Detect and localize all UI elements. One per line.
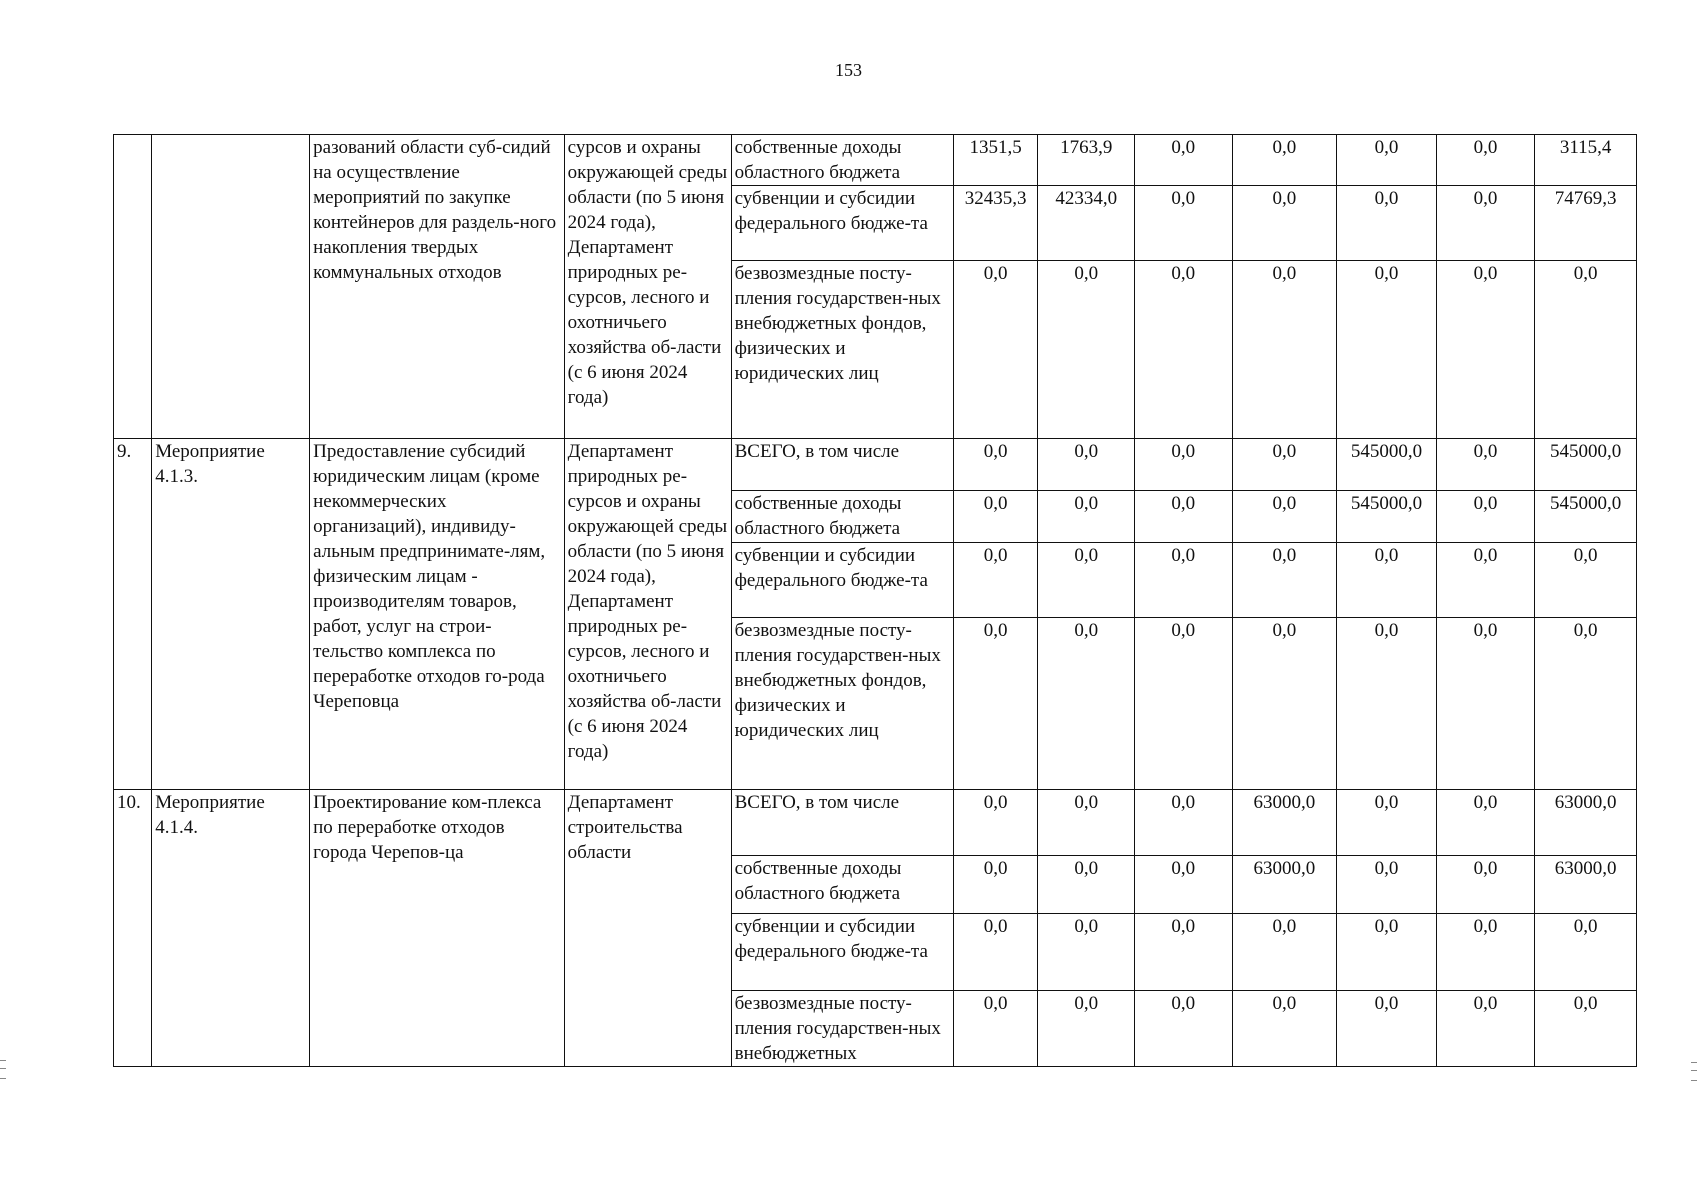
value-year: 0,0 [1436, 856, 1535, 914]
value-year: 0,0 [1436, 491, 1535, 543]
row-number: 10. [114, 790, 152, 1067]
value-year: 0,0 [1232, 914, 1337, 991]
value-year: 0,0 [1337, 186, 1437, 261]
funding-source: субвенции и субсидии федерального бюдже-та [731, 543, 953, 618]
value-year: 0,0 [1337, 856, 1437, 914]
value-year: 0,0 [953, 914, 1037, 991]
value-year: 0,0 [1337, 991, 1437, 1067]
value-year: 63000,0 [1232, 790, 1337, 856]
event-description: разований области суб-сидий на осуществление мероприятий по закупке контейнеров для раздель-ного накопления твердых коммунальных отходов [310, 135, 565, 439]
value-year: 0,0 [1436, 261, 1535, 439]
value-year: 1351,5 [953, 135, 1037, 186]
value-year: 0,0 [1038, 991, 1135, 1067]
value-year: 0,0 [1232, 439, 1337, 491]
value-year: 0,0 [1337, 618, 1437, 790]
page-number: 153 [835, 60, 862, 80]
value-year: 0,0 [1038, 618, 1135, 790]
value-year: 0,0 [1038, 914, 1135, 991]
value-year: 0,0 [953, 491, 1037, 543]
value-year: 0,0 [1232, 186, 1337, 261]
value-year: 0,0 [1337, 261, 1437, 439]
value-year: 0,0 [1436, 618, 1535, 790]
value-year: 0,0 [1232, 991, 1337, 1067]
value-year: 0,0 [1436, 135, 1535, 186]
value-year: 0,0 [1134, 856, 1232, 914]
value-year: 0,0 [1038, 543, 1135, 618]
value-year: 0,0 [953, 261, 1037, 439]
table-row [114, 135, 1637, 186]
value-year: 0,0 [1134, 991, 1232, 1067]
funding-source: ВСЕГО, в том числе [731, 790, 953, 856]
table-row [114, 790, 1637, 856]
value-year: 545000,0 [1337, 491, 1437, 543]
value-total: 63000,0 [1535, 856, 1637, 914]
value-year: 0,0 [1038, 261, 1135, 439]
value-year: 32435,3 [953, 186, 1037, 261]
event-description: Проектирование ком-плекса по переработке отходов города Черепов-ца [310, 790, 565, 1067]
value-year: 0,0 [1038, 439, 1135, 491]
value-year: 0,0 [1134, 491, 1232, 543]
value-year: 0,0 [953, 543, 1037, 618]
funding-source: субвенции и субсидии федерального бюдже-та [731, 914, 953, 991]
value-year: 0,0 [1436, 186, 1535, 261]
value-year: 0,0 [1038, 790, 1135, 856]
value-total: 545000,0 [1535, 439, 1637, 491]
value-total: 0,0 [1535, 914, 1637, 991]
value-year: 0,0 [1337, 790, 1437, 856]
value-year: 0,0 [1038, 491, 1135, 543]
value-year: 0,0 [1134, 439, 1232, 491]
value-year: 0,0 [953, 439, 1037, 491]
responsible-executor: сурсов и охраны окружающей среды области (по 5 июня 2024 года), Департамент природных ре-сурсов, лесного и охотничьего хозяйства об-ласти (с 6 июня 2024 года) [564, 135, 731, 439]
funding-table [113, 134, 1637, 1067]
funding-source: собственные доходы областного бюджета [731, 856, 953, 914]
event-name [152, 135, 310, 439]
value-year: 0,0 [953, 618, 1037, 790]
event-name: Мероприятие 4.1.3. [152, 439, 310, 790]
value-year: 0,0 [1232, 135, 1337, 186]
funding-source: безвозмездные посту-пления государствен-ных внебюджетных фондов, физических и юридических лиц [731, 261, 953, 439]
funding-source: собственные доходы областного бюджета [731, 491, 953, 543]
value-year: 0,0 [1232, 491, 1337, 543]
value-year: 0,0 [1134, 261, 1232, 439]
value-year: 0,0 [1232, 618, 1337, 790]
value-year: 42334,0 [1038, 186, 1135, 261]
value-year: 0,0 [1134, 186, 1232, 261]
value-year: 0,0 [1337, 135, 1437, 186]
value-total: 0,0 [1535, 991, 1637, 1067]
value-year: 0,0 [1134, 135, 1232, 186]
row-number: 9. [114, 439, 152, 790]
value-year: 0,0 [1232, 543, 1337, 618]
value-year: 0,0 [1038, 856, 1135, 914]
value-year: 0,0 [1436, 439, 1535, 491]
value-year: 0,0 [1436, 991, 1535, 1067]
value-year: 0,0 [1134, 790, 1232, 856]
value-year: 0,0 [953, 856, 1037, 914]
value-total: 0,0 [1535, 543, 1637, 618]
value-total: 0,0 [1535, 618, 1637, 790]
value-year: 0,0 [1337, 543, 1437, 618]
value-total: 63000,0 [1535, 790, 1637, 856]
table-row [114, 439, 1637, 491]
value-year: 0,0 [1436, 543, 1535, 618]
value-year: 0,0 [1337, 914, 1437, 991]
event-description: Предоставление субсидий юридическим лицам (кроме некоммерческих организаций), индивиду-альным предпринимате-лям, физическим лицам - производителям товаров, работ, услуг на строи-тельство комплекса по переработке отходов го-рода Череповца [310, 439, 565, 790]
value-year: 545000,0 [1337, 439, 1437, 491]
value-year: 0,0 [1134, 914, 1232, 991]
event-name: Мероприятие 4.1.4. [152, 790, 310, 1067]
funding-source: безвозмездные посту-пления государствен-ных внебюджетных фондов, физических и юридических лиц [731, 618, 953, 790]
row-number [114, 135, 152, 439]
value-year: 0,0 [1134, 543, 1232, 618]
responsible-executor: Департамент природных ре-сурсов и охраны окружающей среды области (по 5 июня 2024 года), Департамент природных ре-сурсов, лесного и охотничьего хозяйства об-ласти (с 6 июня 2024 года) [564, 439, 731, 790]
value-year: 0,0 [1232, 261, 1337, 439]
responsible-executor: Департамент строительства области [564, 790, 731, 1067]
value-year: 0,0 [1436, 790, 1535, 856]
value-year: 63000,0 [1232, 856, 1337, 914]
funding-source: собственные доходы областного бюджета [731, 135, 953, 186]
value-year: 0,0 [953, 790, 1037, 856]
value-total: 3115,4 [1535, 135, 1637, 186]
value-year: 0,0 [1436, 914, 1535, 991]
funding-source: субвенции и субсидии федерального бюдже-та [731, 186, 953, 261]
value-year: 0,0 [953, 991, 1037, 1067]
value-year: 0,0 [1134, 618, 1232, 790]
funding-source: безвозмездные посту-пления государствен-ных внебюджетных [731, 991, 953, 1067]
funding-source: ВСЕГО, в том числе [731, 439, 953, 491]
value-total: 0,0 [1535, 261, 1637, 439]
value-total: 545000,0 [1535, 491, 1637, 543]
value-year: 1763,9 [1038, 135, 1135, 186]
value-total: 74769,3 [1535, 186, 1637, 261]
